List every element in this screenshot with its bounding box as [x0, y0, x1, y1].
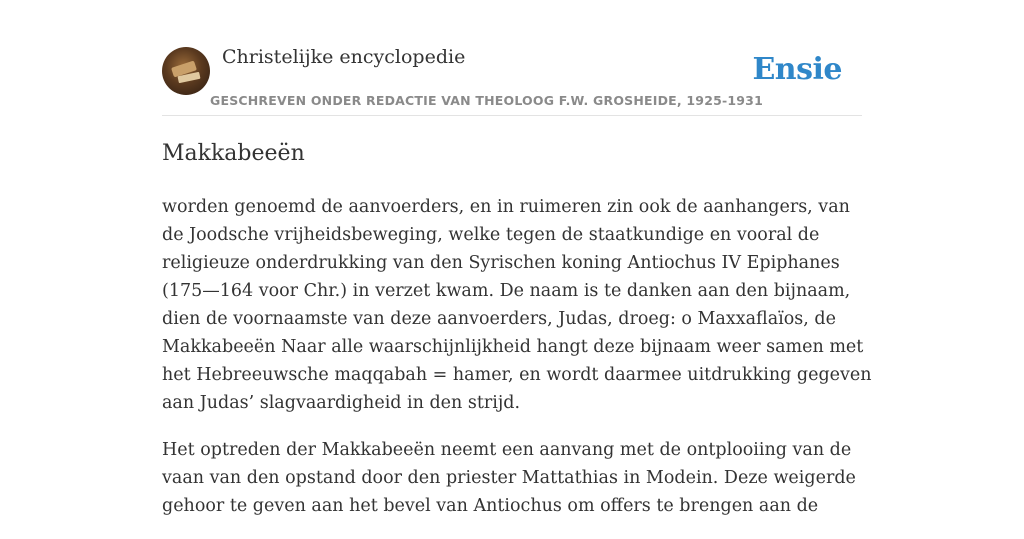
ensie-logo[interactable]: Ensie [752, 52, 842, 87]
header-divider [162, 115, 862, 116]
article-body [162, 193, 872, 539]
site-header [162, 40, 862, 116]
encyclopedia-title[interactable]: Christelijke encyclopedie [222, 46, 466, 68]
article-title: Makkabeeën [162, 141, 305, 166]
encyclopedia-subtitle: GESCHREVEN ONDER REDACTIE VAN THEOLOOG F.W. GROSHEIDE, 1925-1931 [210, 93, 763, 108]
article-paragraph: worden genoemd de aanvoerders, en in ruimeren zin ook de aanhangers, van de Joodsche vrijheidsbeweging, welke tegen de staatkundige en vooral de religieuze onderdrukking van den Syrischen koning Antiochus IV Epiphanes (175—164 voor Chr.) in verzet kwam. De naam is te danken aan den bijnaam, dien de voornaamste van deze aanvoerders, Judas, droeg: o Maxxaflaïos, de Makkabeeën Naar alle waarschijnlijkheid hangt deze bijnaam weer samen met het Hebreeuwsche maqqabah = hamer, en wordt daarmee uitdrukking gegeven aan Judas’ slagvaardigheid in den strijd. [162, 197, 872, 413]
encyclopedia-avatar-icon[interactable] [162, 47, 210, 95]
article-paragraph: Het optreden der Makkabeeën neemt een aanvang met de ontplooiing van de vaan van den opstand door den priester Mattathias in Modein. Deze weigerde gehoor te geven aan het bevel van Antiochus om offers te brengen aan de [162, 440, 856, 516]
